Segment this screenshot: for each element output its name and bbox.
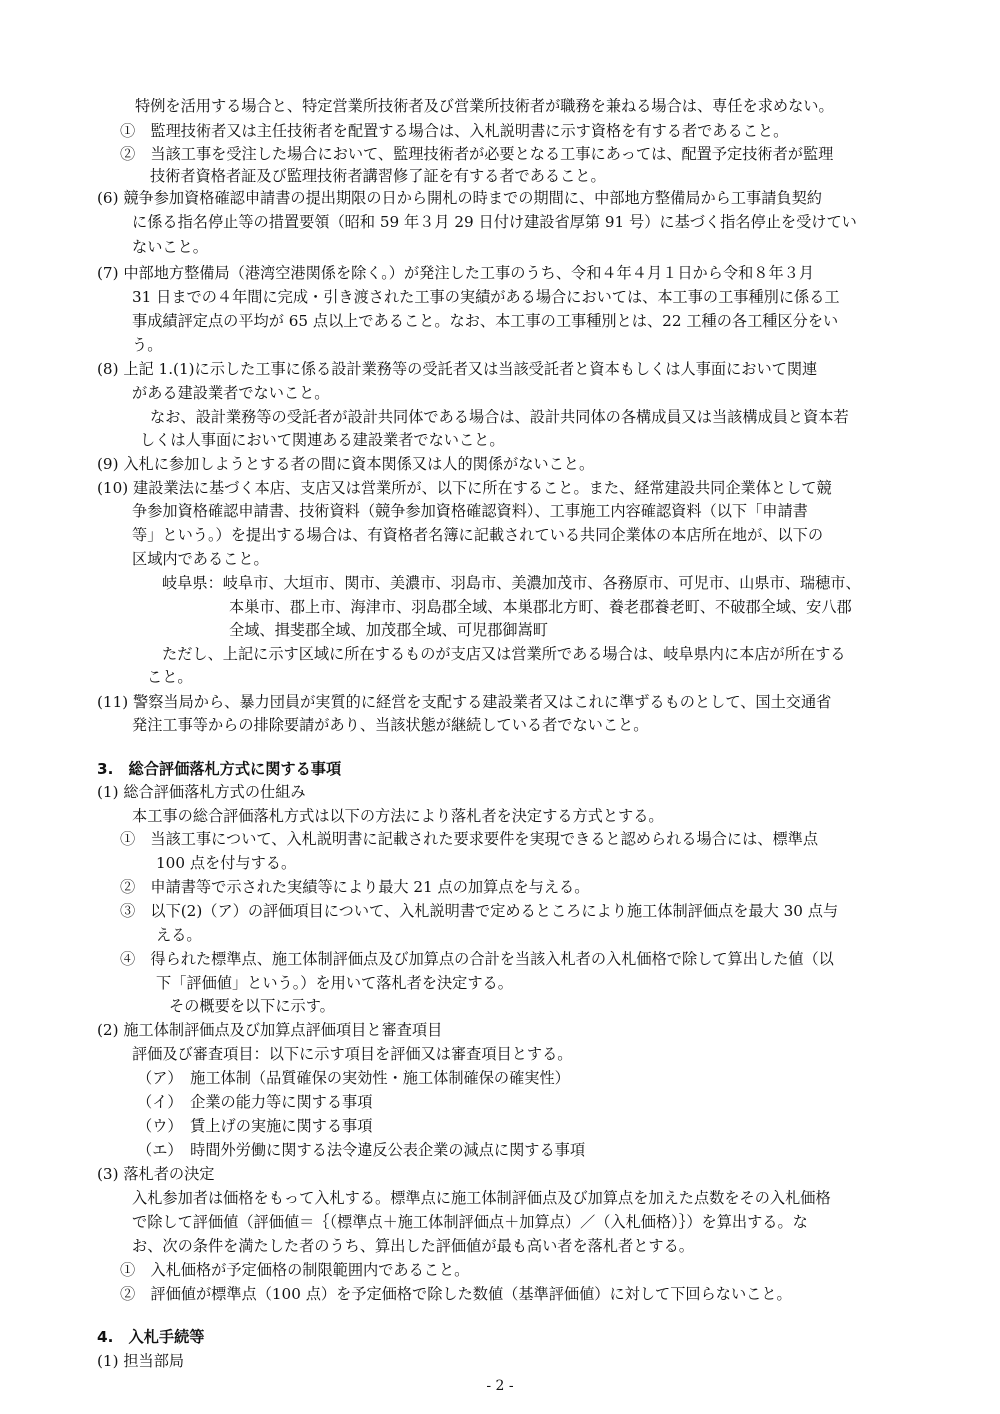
- text-line: （ウ） 賃上げの実施に関する事項: [137, 1117, 373, 1135]
- text-line: に係る指名停止等の措置要領（昭和 59 年３月 29 日付け建設省厚第 91 号）に基づく指名停止を受けてい: [132, 213, 857, 231]
- text-line: ① 監理技術者又は主任技術者を配置する場合は、入札説明書に示す資格を有する者であること。: [120, 122, 789, 140]
- text-line: 特例を活用する場合と、特定営業所技術者及び営業所技術者が職務を兼ねる場合は、専任を求めない。: [135, 97, 834, 115]
- text-line: ② 申請書等で示された実績等により最大 21 点の加算点を与える。: [120, 878, 590, 896]
- text-line: 本工事の総合評価落札方式は以下の方法により落札者を決定する方式とする。: [132, 807, 664, 825]
- text-line: しくは人事面において関連ある建設業者でないこと。: [140, 431, 505, 449]
- text-line: う。: [132, 336, 163, 354]
- text-line: (11) 警察当局から、暴力団員が実質的に経営を支配する建設業者又はこれに準ずるものとして、国土交通省: [97, 693, 832, 711]
- text-line: (10) 建設業法に基づく本店、支店又は営業所が、以下に所在すること。また、経常建設共同企業体として競: [97, 479, 832, 497]
- text-line: ないこと。: [132, 238, 208, 256]
- text-line: がある建設業者でないこと。: [132, 384, 330, 402]
- text-line: (2) 施工体制評価点及び加算点評価項目と審査項目: [97, 1021, 443, 1039]
- text-line: 入札参加者は価格をもって入札する。標準点に施工体制評価点及び加算点を加えた点数をその入札価格: [132, 1189, 831, 1207]
- text-line: 全域、揖斐郡全域、加茂郡全域、可児郡御嵩町: [229, 621, 548, 639]
- text-line: （イ） 企業の能力等に関する事項: [137, 1093, 373, 1111]
- page-number: - 2 -: [486, 1378, 514, 1394]
- text-line: 100 点を付与する。: [156, 854, 297, 872]
- text-line: なお、設計業務等の受託者が設計共同体である場合は、設計共同体の各構成員又は当該構成員と資本若: [150, 408, 849, 426]
- section-heading-4: 4. 入札手続等: [97, 1328, 205, 1346]
- text-line: (3) 落札者の決定: [97, 1165, 215, 1183]
- text-line: 本巣市、郡上市、海津市、羽島郡全域、本巣郡北方町、養老郡養老町、不破郡全域、安八郡: [229, 598, 852, 616]
- text-line: 等」という。）を提出する場合は、有資格者名簿に記載されている共同企業体の本店所在地が、以下の: [132, 526, 824, 544]
- text-line: その概要を以下に示す。: [169, 997, 335, 1015]
- text-line: (1) 担当部局: [97, 1352, 185, 1370]
- text-line: ② 当該工事を受注した場合において、監理技術者が必要となる工事にあっては、配置予定技術者が監理: [120, 145, 834, 163]
- text-line: ④ 得られた標準点、施工体制評価点及び加算点の合計を当該入札者の入札価格で除して算出した値（以: [120, 950, 834, 968]
- text-line: ② 評価値が標準点（100 点）を予定価格で除した数値（基準評価値）に対して下回らないこと。: [120, 1285, 792, 1303]
- section-heading-3: 3. 総合評価落札方式に関する事項: [97, 760, 342, 778]
- text-line: 事成績評定点の平均が 65 点以上であること。なお、本工事の工事種別とは、22 工種の各工種区分をい: [132, 312, 839, 330]
- text-line: お、次の条件を満たした者のうち、算出した評価値が最も高い者を落札者とする。: [132, 1237, 694, 1255]
- text-line: ① 当該工事について、入札説明書に記載された要求要件を実現できると認められる場合には、標準点: [120, 830, 819, 848]
- text-line: （ア） 施工体制（品質確保の実効性・施工体制確保の確実性）: [137, 1069, 570, 1087]
- text-line: 技術者資格者証及び監理技術者講習修了証を有する者であること。: [150, 167, 606, 185]
- text-line: (9) 入札に参加しようとする者の間に資本関係又は人的関係がないこと。: [97, 455, 595, 473]
- text-line: ① 入札価格が予定価格の制限範囲内であること。: [120, 1261, 470, 1279]
- text-line: で除して評価値（評価値＝｛（標準点＋施工体制評価点＋加算点）／（入札価格）｝）を算出する。な: [132, 1213, 808, 1231]
- text-line: 31 日までの４年間に完成・引き渡された工事の実績がある場合においては、本工事の工事種別に係る工: [132, 288, 840, 306]
- text-line: 争参加資格確認申請書、技術資料（競争参加資格確認資料）、工事施工内容確認資料（以下「申請書: [132, 502, 808, 520]
- text-line: ③ 以下(2)（ア）の評価項目について、入札説明書で定めるところにより施工体制評価点を最大 30 点与: [120, 902, 839, 920]
- text-line: 発注工事等からの排除要請があり、当該状態が継続している者でないこと。: [132, 716, 649, 734]
- text-line: える。: [156, 926, 202, 944]
- text-line: 岐阜県：岐阜市、大垣市、関市、美濃市、羽島市、美濃加茂市、各務原市、可児市、山県市、瑞穂市、: [162, 574, 861, 592]
- text-line: (7) 中部地方整備局（港湾空港関係を除く。）が発注した工事のうち、令和４年４月１日から令和８年３月: [97, 264, 815, 282]
- text-line: ただし、上記に示す区域に所在するものが支店又は営業所である場合は、岐阜県内に本店が所在する: [162, 645, 846, 663]
- text-line: (1) 総合評価落札方式の仕組み: [97, 783, 306, 801]
- text-line: 下「評価値」という。）を用いて落札者を決定する。: [156, 974, 513, 992]
- text-line: 区域内であること。: [132, 550, 269, 568]
- text-line: (8) 上記 1.(1)に示した工事に係る設計業務等の受託者又は当該受託者と資本もしくは人事面において関連: [97, 360, 818, 378]
- text-line: 評価及び審査項目：以下に示す項目を評価又は審査項目とする。: [132, 1045, 573, 1063]
- text-line: こと。: [147, 668, 193, 686]
- text-line: (6) 競争参加資格確認申請書の提出期限の日から開札の時までの期間に、中部地方整備局から工事請負契約: [97, 189, 822, 207]
- text-line: （エ） 時間外労働に関する法令違反公表企業の減点に関する事項: [137, 1141, 586, 1159]
